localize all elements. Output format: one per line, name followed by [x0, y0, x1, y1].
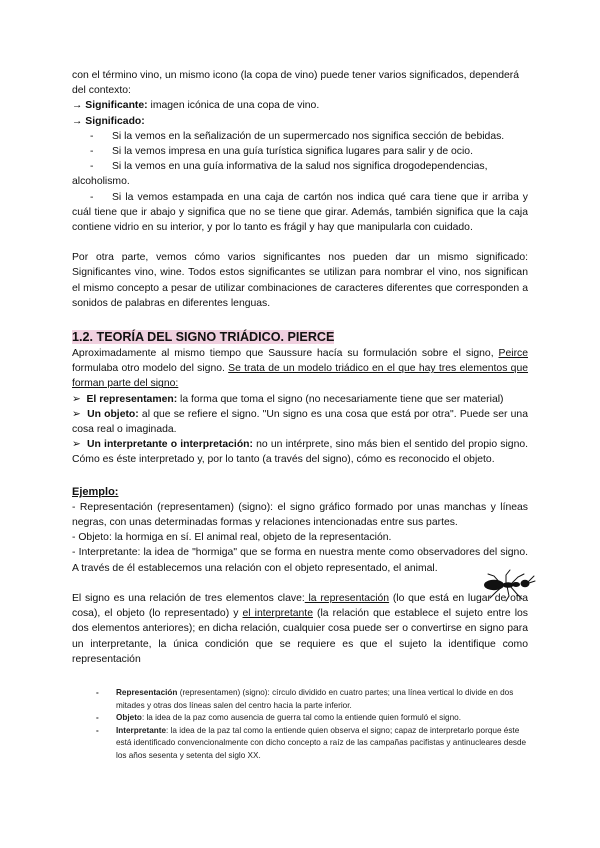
peirce-paragraph: Aproximadamente al mismo tiempo que Saussure hacía su formulación sobre el signo, Peirce formulaba otro modelo del signo. Se trata de un modelo triádico en el que hay tres elementos que forman parte del signo:	[72, 348, 529, 390]
significante-text: imagen icónica de una copa de vino.	[147, 100, 320, 112]
element-representamen: ➢ El representamen: la forma que toma el signo (no necesariamente tiene que ser material)	[72, 393, 504, 405]
significado-line	[72, 114, 528, 129]
significante-line	[72, 98, 528, 113]
element-objeto: ➢ Un objeto: al que se refiere el signo. "Un signo es una cosa que está por otra". Puede ser una cosa real o imaginada.	[72, 408, 528, 436]
significante-label: Significante:	[85, 100, 148, 112]
peirce-name: Peirce	[498, 348, 528, 360]
paragraph-triad: El signo es una relación de tres elementos clave: la representación (lo que está en lugar de otra cosa), el objeto (lo representado) y el interpretante (la relación que establece el sujeto entre los dos elementos anteriores); en dicha relación, cualquier cosa puede ser o convertirse en signo para un interpretante, la única condición que se requiere es que el sujeto la identifique como representación	[72, 592, 528, 665]
list-item: - Objeto: la idea de la paz como ausencia de guerra tal como la entiende quien formuló el signo.	[96, 713, 461, 723]
list-item: - Interpretante: la idea de la paz tal como la entiende quien observa el signo; capaz de interpretarlo porque éste está identificado convencionalmente con dicho concepto a raíz de las campañas pacifistas y antinucleares desde los años sesenta y setenta del siglo XX.	[96, 725, 527, 760]
example-line: - Objeto: la hormiga en sí. El animal real, objeto de la representación.	[72, 532, 392, 544]
intro-paragraph: con el término vino, un mismo icono (la copa de vino) puede tener varios significados, dependerá del contexto:	[72, 70, 520, 97]
list-item: - Si la vemos estampada en una caja de cartón nos indica qué cara tiene que ir arriba y cuál tiene que ir abajo y significa que no se tiene que girar. Además, también significa que la caja contiene vidrio en su interior, y por lo tanto es frágil y hay que manipularla con cuidado.	[72, 191, 528, 234]
peace-sign-list	[72, 687, 528, 763]
list-item: - Si la vemos en una guía informativa de la salud nos significa drogodependencias, alcoholismo.	[72, 161, 488, 188]
example-line: - Representación (representamen) (signo): el signo gráfico formado por unas manchas y líneas negras, con unas determinadas formas y relaciones intencionadas entre sus partes.	[72, 501, 528, 529]
list-item: - Si la vemos en la señalización de un supermercado nos significa sección de bebidas.	[90, 130, 505, 142]
example-line: - Interpretante: la idea de "hormiga" que se forma en nuestra mente como observadores del signo. A través de él establecemos una relación con el objeto representado, el animal.	[72, 547, 528, 574]
paragraph-significantes: Por otra parte, vemos cómo varios significantes nos pueden dar un mismo significado: Significantes vino, wine. Todos estos significantes se utilizan para nombrar el vino, nos significan el mismo concepto a pesar de utilizar combinaciones de caracteres diferentes que corresponden a sonidos de palabras en diferentes lenguas.	[72, 252, 528, 309]
element-interpretante: ➢ Un interpretante o interpretación: no un intérprete, sino más bien el sentido del propio signo. Cómo es éste interpretado y, por lo tanto (a través del signo), cómo es reconocido el objeto.	[72, 439, 529, 466]
ant-icon	[484, 568, 536, 602]
list-item: - Representación (representamen) (signo): círculo dividido en cuatro partes; una línea vertical lo divide en dos mitades y otras dos líneas salen del centro hacia la parte inferior.	[96, 687, 514, 710]
significado-label: Significado:	[85, 115, 145, 127]
arrow-symbol: →	[72, 115, 83, 127]
example-title: Ejemplo:	[72, 485, 119, 498]
arrow-symbol: →	[72, 100, 83, 112]
document-page	[72, 68, 528, 762]
list-item: - Si la vemos impresa en una guía turística significa lugares para salir y de ocio.	[90, 146, 473, 158]
peirce-underlined: Se trata de un modelo triádico en el que hay tres elementos que forman parte del signo:	[72, 363, 529, 390]
section-title: 1.2. TEORÍA DEL SIGNO TRIÁDICO. PIERCE	[72, 330, 335, 345]
